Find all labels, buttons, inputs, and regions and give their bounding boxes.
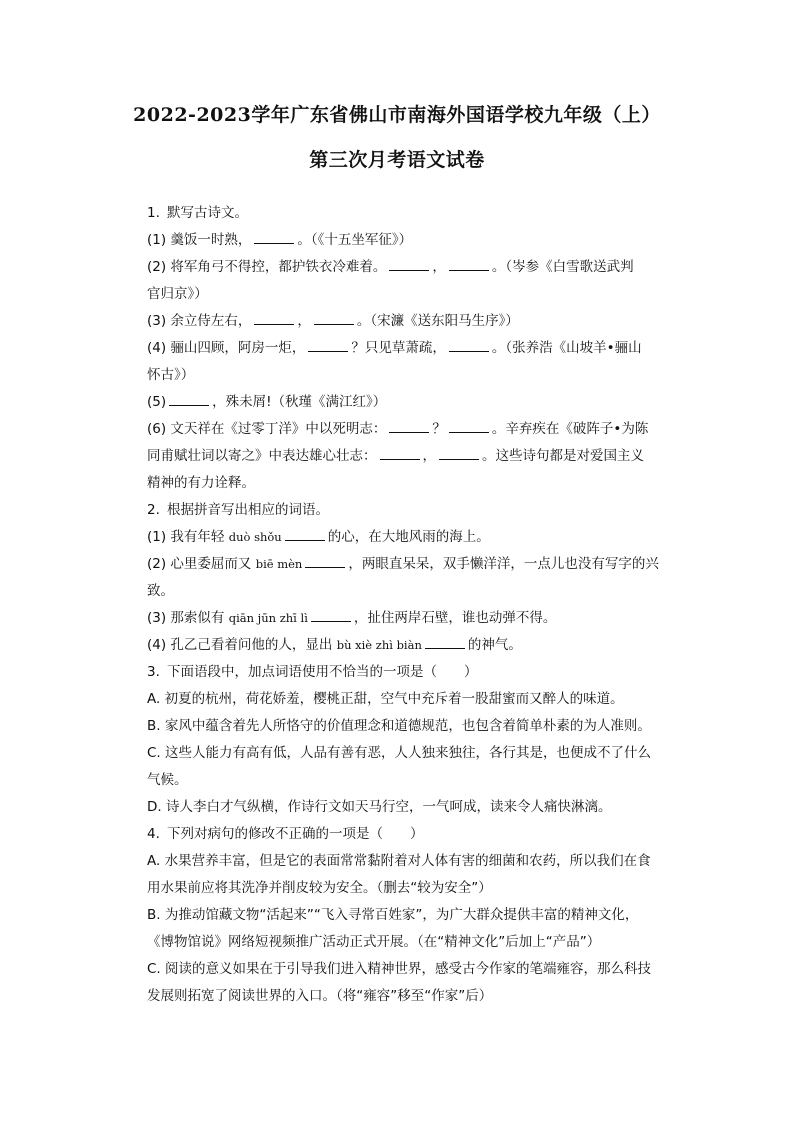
q1-item-4: (4) 骊山四顾，阿房一炬， ？只见草萧疏， 。（张养浩《山坡羊•骊山 — [147, 340, 642, 356]
q2-item-2: (2) 心里委屈而又 biē mèn ，两眼直呆呆，双手懒洋洋，一点儿也没有写字的兴 — [147, 556, 659, 572]
q3-option-d[interactable]: D. 诗人李白才气纵横，作诗行文如天马行空，一气呵成，读来令人痛快淋漓。 — [147, 799, 612, 815]
answer-blank[interactable] — [254, 230, 294, 244]
answer-blank[interactable] — [449, 419, 489, 433]
q1-item-6-end: 精神的有力诠释。 — [147, 475, 255, 491]
q2-item-3: (3) 那索似有 qiān jūn zhī lì ，扯住两岸石壁，谁也动弹不得。 — [147, 610, 557, 626]
q3-option-b[interactable]: B. 家风中蕴含着先人所恪守的价值理念和道德规范，也包含着简单朴素的为人准则。 — [147, 718, 651, 734]
q4-option-a[interactable]: A. 水果营养丰富，但是它的表面常常黏附着对人体有害的细菌和农药，所以我们在食 — [147, 853, 651, 869]
q3-option-c-cont: 气候。 — [147, 772, 188, 788]
answer-blank[interactable] — [439, 446, 479, 460]
answer-blank[interactable] — [308, 338, 348, 352]
answer-blank[interactable] — [254, 311, 294, 325]
q4-option-b[interactable]: B. 为推动馆藏文物“活起来”“飞入寻常百姓家”，为广大群众提供丰富的精神文化， — [147, 907, 639, 923]
q1-item-2-cont: 官归京》） — [147, 286, 208, 302]
q1-item-4-cont: 怀古》） — [147, 367, 195, 383]
answer-blank[interactable] — [449, 338, 489, 352]
answer-blank[interactable] — [305, 554, 345, 568]
q1-item-6-cont: 同甫赋壮词以寄之》中表达雄心壮志： ， 。这些诗句都是对爱国主义 — [147, 448, 644, 464]
answer-blank[interactable] — [169, 392, 209, 406]
question-1-stem: 1. 默写古诗文。 — [147, 205, 248, 221]
q2-item-4: (4) 孔乙己看着问他的人，显出 bù xiè zhì biàn 的神气。 — [147, 637, 522, 653]
answer-blank[interactable] — [380, 446, 420, 460]
q2-item-2-cont: 致。 — [147, 583, 174, 599]
answer-blank[interactable] — [425, 635, 465, 649]
exam-content — [147, 200, 687, 1010]
q4-option-c[interactable]: C. 阅读的意义如果在于引导我们进入精神世界，感受古今作家的笔端雍容，那么科技 — [147, 961, 652, 977]
q4-option-b-cont: 《博物馆说》网络短视频推广活动正式开展。（在“精神文化”后加上“产品”） — [147, 934, 601, 950]
question-3-stem: 3. 下面语段中，加点词语使用不恰当的一项是（ ） — [147, 664, 478, 680]
page-title: 2022-2023学年广东省佛山市南海外国语学校九年级（上） — [133, 104, 661, 126]
answer-blank[interactable] — [389, 419, 429, 433]
q1-item-3: (3) 余立侍左右， ， 。（宋濂《送东阳马生序》） — [147, 313, 519, 329]
q4-option-c-cont: 发展则拓宽了阅读世界的入口。（将“雍容”移至“作家”后） — [147, 988, 493, 1004]
q4-option-a-cont: 用水果前应将其洗净并削皮较为安全。（删去“较为安全”） — [147, 880, 492, 896]
q1-item-5: (5) ，殊未屑!（秋瑾《满江红》） — [147, 394, 387, 410]
page-subtitle: 第三次月考语文试卷 — [309, 149, 485, 171]
q2-item-1: (1) 我有年轻 duò shǒu 的心，在大地风雨的海上。 — [147, 529, 490, 545]
question-4-stem: 4. 下列对病句的修改不正确的一项是（ ） — [147, 826, 424, 842]
q1-item-6: (6) 文天祥在《过零丁洋》中以死明志： ？ 。辛弃疾在《破阵子•为陈 — [147, 421, 649, 437]
answer-blank[interactable] — [449, 257, 489, 271]
answer-blank[interactable] — [389, 257, 429, 271]
answer-blank[interactable] — [311, 608, 351, 622]
answer-blank[interactable] — [314, 311, 354, 325]
q3-option-c[interactable]: C. 这些人能力有高有低，人品有善有恶，人人独来独往，各行其是，也便成不了什么 — [147, 745, 652, 761]
q1-item-2: (2) 将军角弓不得控，都护铁衣冷难着。 ， 。（岑参《白雪歌送武判 — [147, 259, 634, 275]
answer-blank[interactable] — [285, 527, 325, 541]
question-2-stem: 2. 根据拼音写出相应的词语。 — [147, 502, 329, 518]
q1-item-1: (1) 羹饭一时熟， 。（《十五坐军征》） — [147, 232, 413, 248]
q3-option-a[interactable]: A. 初夏的杭州，荷花娇羞，樱桃正甜，空气中充斥着一股甜蜜而又醉人的味道。 — [147, 691, 624, 707]
